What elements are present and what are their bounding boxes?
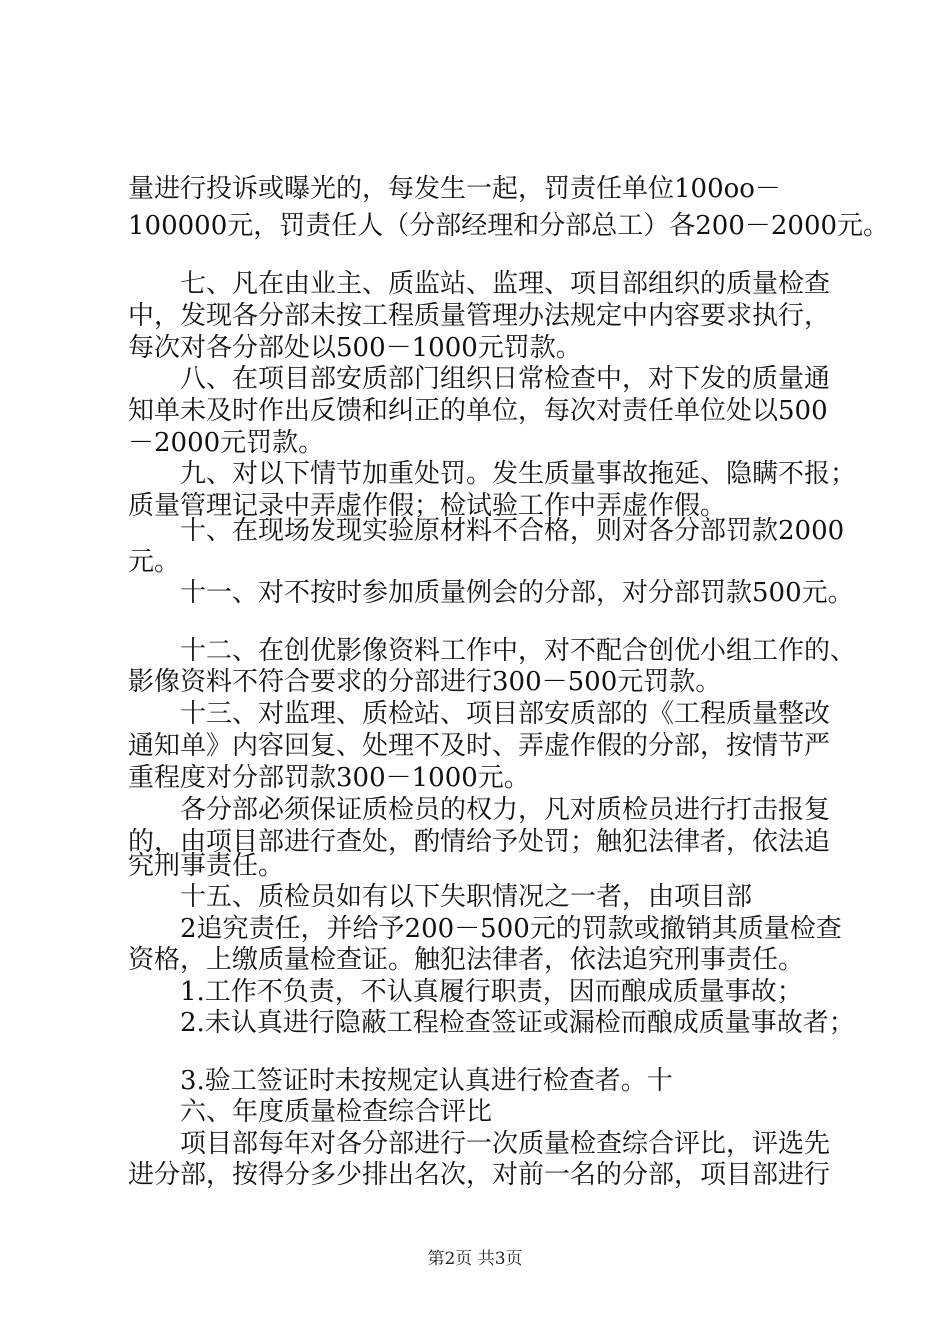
text-line: 质量管理记录中弄虚作假；检试验工作中弄虚作假。 (128, 491, 727, 521)
page-footer: 第2页 共3页 (427, 1249, 523, 1269)
text-line: 量进行投诉或曝光的，每发生一起，罚责任单位100oo－ (128, 174, 781, 204)
text-line: 究刑事责任。 (128, 851, 285, 881)
text-line: 十、在现场发现实验原材料不合格，则对各分部罚款2000 (180, 516, 845, 546)
text-line: －2000元罚款。 (128, 428, 325, 458)
text-line: 影像资料不符合要求的分部进行300－500元罚款。 (128, 667, 722, 697)
text-line: 2.未认真进行隐蔽工程检查签证或漏检而酿成质量事故者； (180, 1008, 855, 1038)
text-line: 中，发现各分部未按工程质量管理办法规定中内容要求执行， (128, 301, 831, 331)
text-line: 100000元，罚责任人（分部经理和分部总工）各200－2000元。 (128, 211, 890, 241)
text-line: 知单未及时作出反馈和纠正的单位，每次对责任单位处以500 (128, 396, 828, 426)
text-line: 七、凡在由业主、质监站、监理、项目部组织的质量检查 (180, 269, 831, 299)
text-line: 1.工作不负责，不认真履行职责，因而酿成质量事故； (180, 977, 803, 1007)
text-line: 各分部必须保证质检员的权力，凡对质检员进行打击报复 (180, 795, 831, 825)
text-line: 每次对各分部处以500－1000元罚款。 (128, 333, 582, 363)
text-line: 十五、质检员如有以下失职情况之一者，由项目部 (180, 882, 753, 912)
text-line: 重程度对分部罚款300－1000元。 (128, 763, 530, 793)
text-line: 2追究责任，并给予200－500元的罚款或撤销其质量检查 (180, 914, 842, 944)
text-line: 项目部每年对各分部进行一次质量检查综合评比，评选先 (180, 1129, 831, 1159)
text-line: 八、在项目部安质部门组织日常检查中，对下发的质量通 (180, 364, 831, 394)
text-line: 十二、在创优影像资料工作中，对不配合创优小组工作的、 (180, 636, 857, 666)
text-line: 资格，上缴质量检查证。触犯法律者，依法追究刑事责任。 (128, 945, 805, 975)
text-line: 进分部，按得分多少排出名次，对前一名的分部，项目部进行 (128, 1160, 831, 1190)
text-line: 3.验工签证时未按规定认真进行检查者。十 (180, 1066, 673, 1096)
text-line: 十三、对监理、质检站、项目部安质部的《工程质量整改 (180, 699, 831, 729)
text-line: 六、年度质量检查综合评比 (180, 1097, 493, 1127)
text-line: 十一、对不按时参加质量例会的分部，对分部罚款500元。 (180, 578, 854, 608)
text-line: 九、对以下情节加重处罚。发生质量事故拖延、隐瞒不报； (180, 459, 857, 489)
text-line: 元。 (128, 547, 181, 577)
text-line: 的，由项目部进行查处，酌情给予处罚；触犯法律者，依法追 (128, 827, 831, 857)
text-line: 通知单》内容回复、处理不及时、弄虚作假的分部，按情节严 (128, 731, 831, 761)
